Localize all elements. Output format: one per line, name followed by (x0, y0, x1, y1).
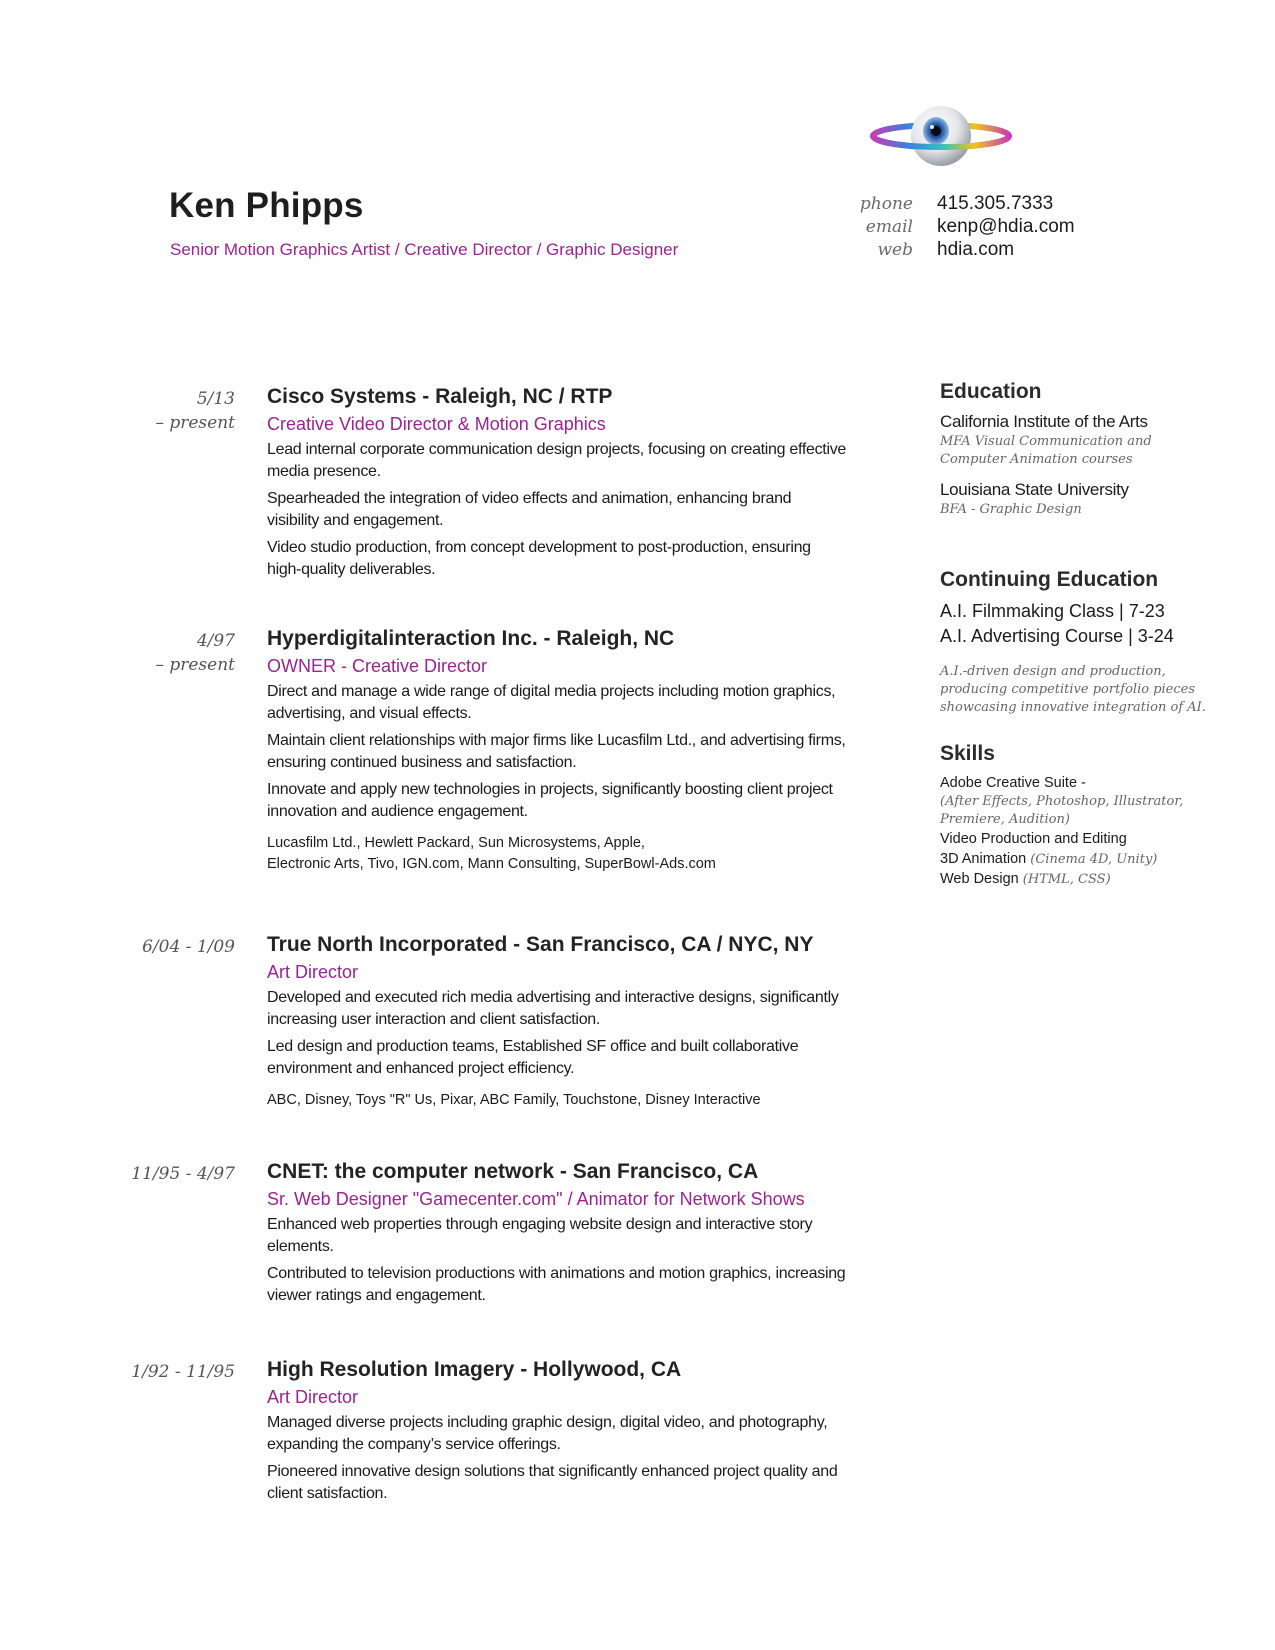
job-clients-line: Electronic Arts, Tivo, IGN.com, Mann Consulting, SuperBowl-Ads.com (267, 856, 716, 872)
job-clients (267, 833, 847, 875)
school-detail-line: MFA Visual Communication and (940, 434, 1152, 449)
skill-note-line: (After Effects, Photoshop, Illustrator, (940, 794, 1184, 809)
continuing-note (940, 663, 1240, 717)
job-bullet: Direct and manage a wide range of digital media projects including motion graphics, advertising, and visual effects. (267, 683, 836, 722)
school-name: Louisiana State University (940, 480, 1129, 499)
contact-email-row (820, 217, 1120, 239)
contact-phone-row (820, 194, 1120, 216)
job-bullet: Pioneered innovative design solutions that significantly enhanced project quality and client satisfaction. (267, 1463, 838, 1502)
job-role: Sr. Web Designer "Gamecenter.com" / Animator for Network Shows (267, 1189, 805, 1209)
job-body (267, 931, 847, 1111)
phone-label: phone (859, 194, 913, 214)
continuing-class: A.I. Filmmaking Class | 7-23 (940, 601, 1165, 621)
job-bullet: Spearheaded the integration of video effects and animation, enhancing brand visibility and engagement. (267, 490, 792, 529)
job-bullet: Maintain client relationships with major firms like Lucasfilm Ltd., and advertising firms, ensuring continued business and satisfaction. (267, 732, 846, 771)
job-bullet: Innovate and apply new technologies in projects, significantly boosting client project innovation and audience engagement. (267, 781, 833, 820)
education-heading: Education (940, 380, 1042, 403)
job-company: Hyperdigitalinteraction Inc. - Raleigh, NC (267, 627, 675, 650)
job-role: Art Director (267, 962, 359, 982)
job-date-range: 1/92 - 11/95 (131, 1362, 235, 1382)
skills-heading: Skills (940, 742, 995, 765)
job-body (267, 625, 847, 875)
job-date (131, 1360, 235, 1384)
skill-item: Adobe Creative Suite - (940, 775, 1086, 791)
email-label: email (865, 217, 913, 237)
continuing-education-heading: Continuing Education (940, 568, 1159, 591)
job-date-end: – present (155, 413, 235, 433)
job-bullet: Lead internal corporate communication design projects, focusing on creating effective media presence. (267, 441, 847, 480)
job-bullet: Contributed to television productions with animations and motion graphics, increasing viewer ratings and engagement. (267, 1265, 846, 1304)
skill-note: (Cinema 4D, Unity) (1030, 852, 1158, 867)
web-label: web (877, 240, 913, 260)
job-body (267, 1356, 847, 1510)
job-bullet: Enhanced web properties through engaging website design and interactive story elements. (267, 1216, 813, 1255)
job-date (155, 387, 235, 435)
continuing-class: A.I. Advertising Course | 3-24 (940, 626, 1174, 646)
skill-note: (HTML, CSS) (1022, 872, 1111, 887)
eye-planet-logo (870, 100, 1012, 172)
school-detail (940, 501, 1240, 519)
skills-section (940, 741, 1240, 889)
skill-item: Web Design (940, 871, 1019, 887)
skill-item-row (940, 849, 1240, 869)
contact-web-row (820, 240, 1120, 262)
job-date (131, 1162, 235, 1186)
resume-tagline: Senior Motion Graphics Artist / Creative Director / Graphic Designer (170, 240, 679, 259)
job-role: Art Director (267, 1387, 359, 1407)
job-date-range: 6/04 - 1/09 (142, 937, 235, 957)
job-body (267, 383, 847, 586)
continuing-education-section (940, 567, 1240, 727)
school-detail-line: BFA - Graphic Design (940, 502, 1082, 517)
job-company: True North Incorporated - San Francisco, CA / NYC, NY (267, 933, 814, 956)
job-clients-line: Lucasfilm Ltd., Hewlett Packard, Sun Microsystems, Apple, (267, 835, 645, 851)
skill-item-row (940, 869, 1240, 889)
job-date-start: 5/13 (196, 389, 235, 409)
web-link[interactable]: hdia.com (937, 239, 1015, 260)
job-clients-line: ABC, Disney, Toys "R" Us, Pixar, ABC Family, Touchstone, Disney Interactive (267, 1092, 761, 1108)
job-bullet: Developed and executed rich media advertising and interactive designs, significantly increasing user interaction and client satisfaction. (267, 989, 839, 1028)
school-detail (940, 433, 1240, 469)
continuing-note-line: producing competitive portfolio pieces (940, 682, 1196, 697)
school-name: California Institute of the Arts (940, 412, 1148, 431)
skill-item: Video Production and Editing (940, 831, 1127, 847)
continuing-note-line: showcasing innovative integration of AI. (940, 700, 1206, 715)
job-date (155, 629, 235, 677)
job-bullet: Managed diverse projects including graphic design, digital video, and photography, expanding the company’s service offerings. (267, 1414, 828, 1453)
job-role: Creative Video Director & Motion Graphics (267, 414, 606, 434)
job-company: High Resolution Imagery - Hollywood, CA (267, 1358, 682, 1381)
skill-note-line: Premiere, Audition) (940, 812, 1070, 827)
job-date-range: 11/95 - 4/97 (131, 1164, 235, 1184)
phone-value[interactable]: 415.305.7333 (937, 193, 1054, 214)
job-company: CNET: the computer network - San Francisco, CA (267, 1160, 759, 1183)
skill-note (940, 793, 1240, 829)
job-bullet: Video studio production, from concept development to post-production, ensuring high-quality deliverables. (267, 539, 811, 578)
job-role: OWNER - Creative Director (267, 656, 488, 676)
continuing-note-line: A.I.-driven design and production, (940, 664, 1166, 679)
job-clients (267, 1090, 847, 1111)
job-bullet: Led design and production teams, Established SF office and built collaborative environment and enhanced project efficiency. (267, 1038, 799, 1077)
education-section (940, 379, 1240, 529)
school-detail-line: Computer Animation courses (940, 452, 1133, 467)
job-date-start: 4/97 (196, 631, 235, 651)
job-date-end: – present (155, 655, 235, 675)
job-company: Cisco Systems - Raleigh, NC / RTP (267, 385, 613, 408)
job-date (142, 935, 235, 959)
resume-name: Ken Phipps (169, 186, 364, 225)
email-link[interactable]: kenp@hdia.com (937, 216, 1075, 237)
skill-item: 3D Animation (940, 851, 1027, 867)
job-body (267, 1158, 847, 1312)
